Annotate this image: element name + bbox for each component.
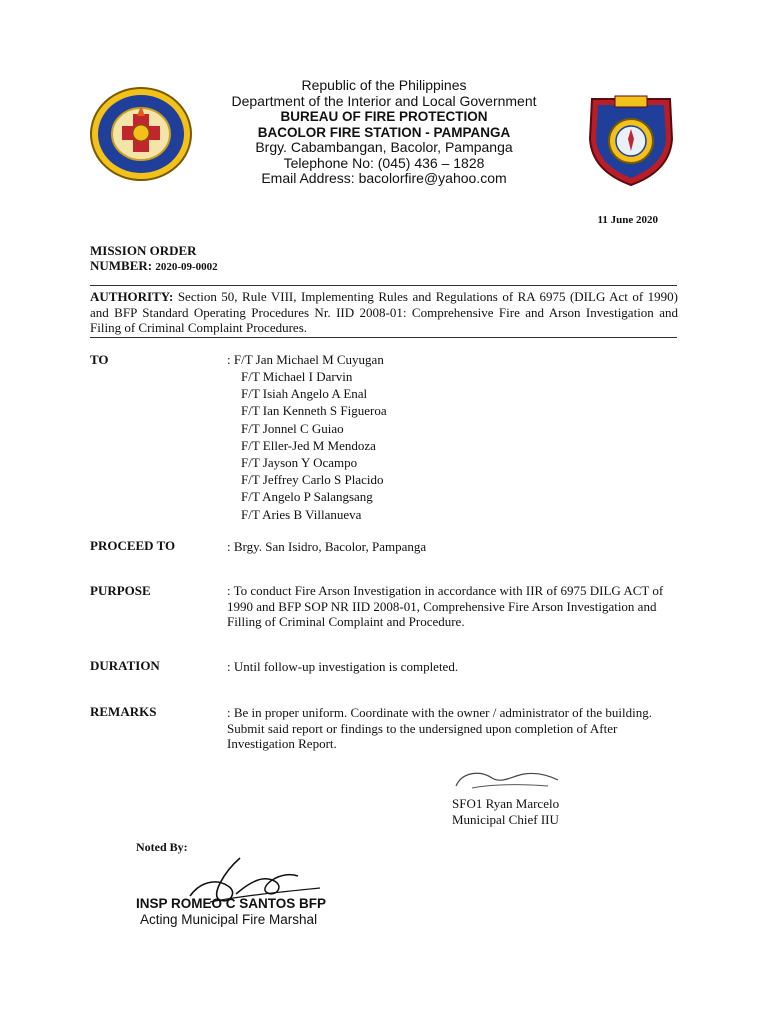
authority-text: Section 50, Rule VIII, Implementing Rules and Regulations of RA 6975 (DILG Act of 1990) and BFP Standard Operating Procedures Nr. IID 2008-01: Comprehensive Fire and Arson Investigation and Filing of Criminal Complaint Procedures. <box>90 289 678 335</box>
recipient-name: F/T Jonnel C Guiao <box>241 420 344 436</box>
signatory-2 <box>136 896 326 928</box>
purpose-value: : To conduct Fire Arson Investigation in accordance with IIR of 6975 DILG ACT of 1990 and BFP SOP NR IID 2008-01, Comprehensive Fire Arson Investigation and Filling of Criminal Complaint and Procedure. <box>227 583 664 629</box>
letterhead-telephone: Telephone No: (045) 436 – 1828 <box>283 154 485 171</box>
letterhead-station: BACOLOR FIRE STATION - PAMPANGA <box>257 124 511 140</box>
signatory-2-name: INSP ROMEO C SANTOS BFP <box>136 896 327 911</box>
recipient-name: F/T Jayson Y Ocampo <box>241 455 358 471</box>
recipient-name: F/T Michael I Darvin <box>241 369 353 384</box>
signatory-2-title: Acting Municipal Fire Marshal <box>140 912 318 927</box>
mission-number-value: 2020-09-0002 <box>155 261 218 273</box>
divider-top <box>90 285 677 286</box>
authority-label: AUTHORITY: <box>90 289 174 304</box>
remarks-value: : Be in proper uniform. Coordinate with the owner / administrator of the building. Submit said report or findings to the undersigned upon completion of After Investigation Report. <box>227 705 652 751</box>
proceed-label: PROCEED TO <box>90 538 176 553</box>
mission-order-title: MISSION ORDER <box>90 243 197 258</box>
proceed-value: : Brgy. San Isidro, Bacolor, Pampanga <box>227 539 427 554</box>
to-label: TO <box>90 352 109 367</box>
recipient-name: F/T Eller-Jed M Mendoza <box>241 437 376 453</box>
letterhead-department: Department of the Interior and Local Government <box>231 92 537 109</box>
purpose-label: PURPOSE <box>90 583 151 598</box>
authority-paragraph <box>90 289 678 336</box>
letterhead-bureau: BUREAU OF FIRE PROTECTION <box>280 109 488 124</box>
letterhead <box>0 78 768 187</box>
mission-order-block <box>90 243 218 275</box>
remarks-label: REMARKS <box>90 704 157 719</box>
recipient-list <box>241 368 387 523</box>
signatory-1-title: Municipal Chief IIU <box>452 811 559 827</box>
duration-label: DURATION <box>90 658 160 673</box>
recipient-name: F/T Aries B Villanueva <box>241 506 362 522</box>
mission-number-label: NUMBER: <box>90 258 153 273</box>
recipient-name: F/T Jeffrey Carlo S Placido <box>241 472 384 488</box>
recipient-name: F/T Isiah Angelo A Enal <box>241 386 368 402</box>
letterhead-address: Brgy. Cabambangan, Bacolor, Pampanga <box>255 139 513 155</box>
noted-by-label: Noted By: <box>136 840 188 854</box>
duration-value: : Until follow-up investigation is completed. <box>227 659 459 674</box>
recipient-name: F/T Angelo P Salangsang <box>241 489 373 505</box>
document-date: 11 June 2020 <box>597 214 658 226</box>
letterhead-email: Email Address: bacolorfire@yahoo.com <box>261 170 507 186</box>
signatory-1-name: SFO1 Ryan Marcelo <box>452 796 560 811</box>
letterhead-republic: Republic of the Philippines <box>301 77 467 93</box>
to-first-recipient: : F/T Jan Michael M Cuyugan <box>227 352 384 367</box>
recipient-name: F/T Ian Kenneth S Figueroa <box>241 403 387 419</box>
divider-bottom <box>90 337 677 338</box>
signatory-1 <box>452 796 559 827</box>
